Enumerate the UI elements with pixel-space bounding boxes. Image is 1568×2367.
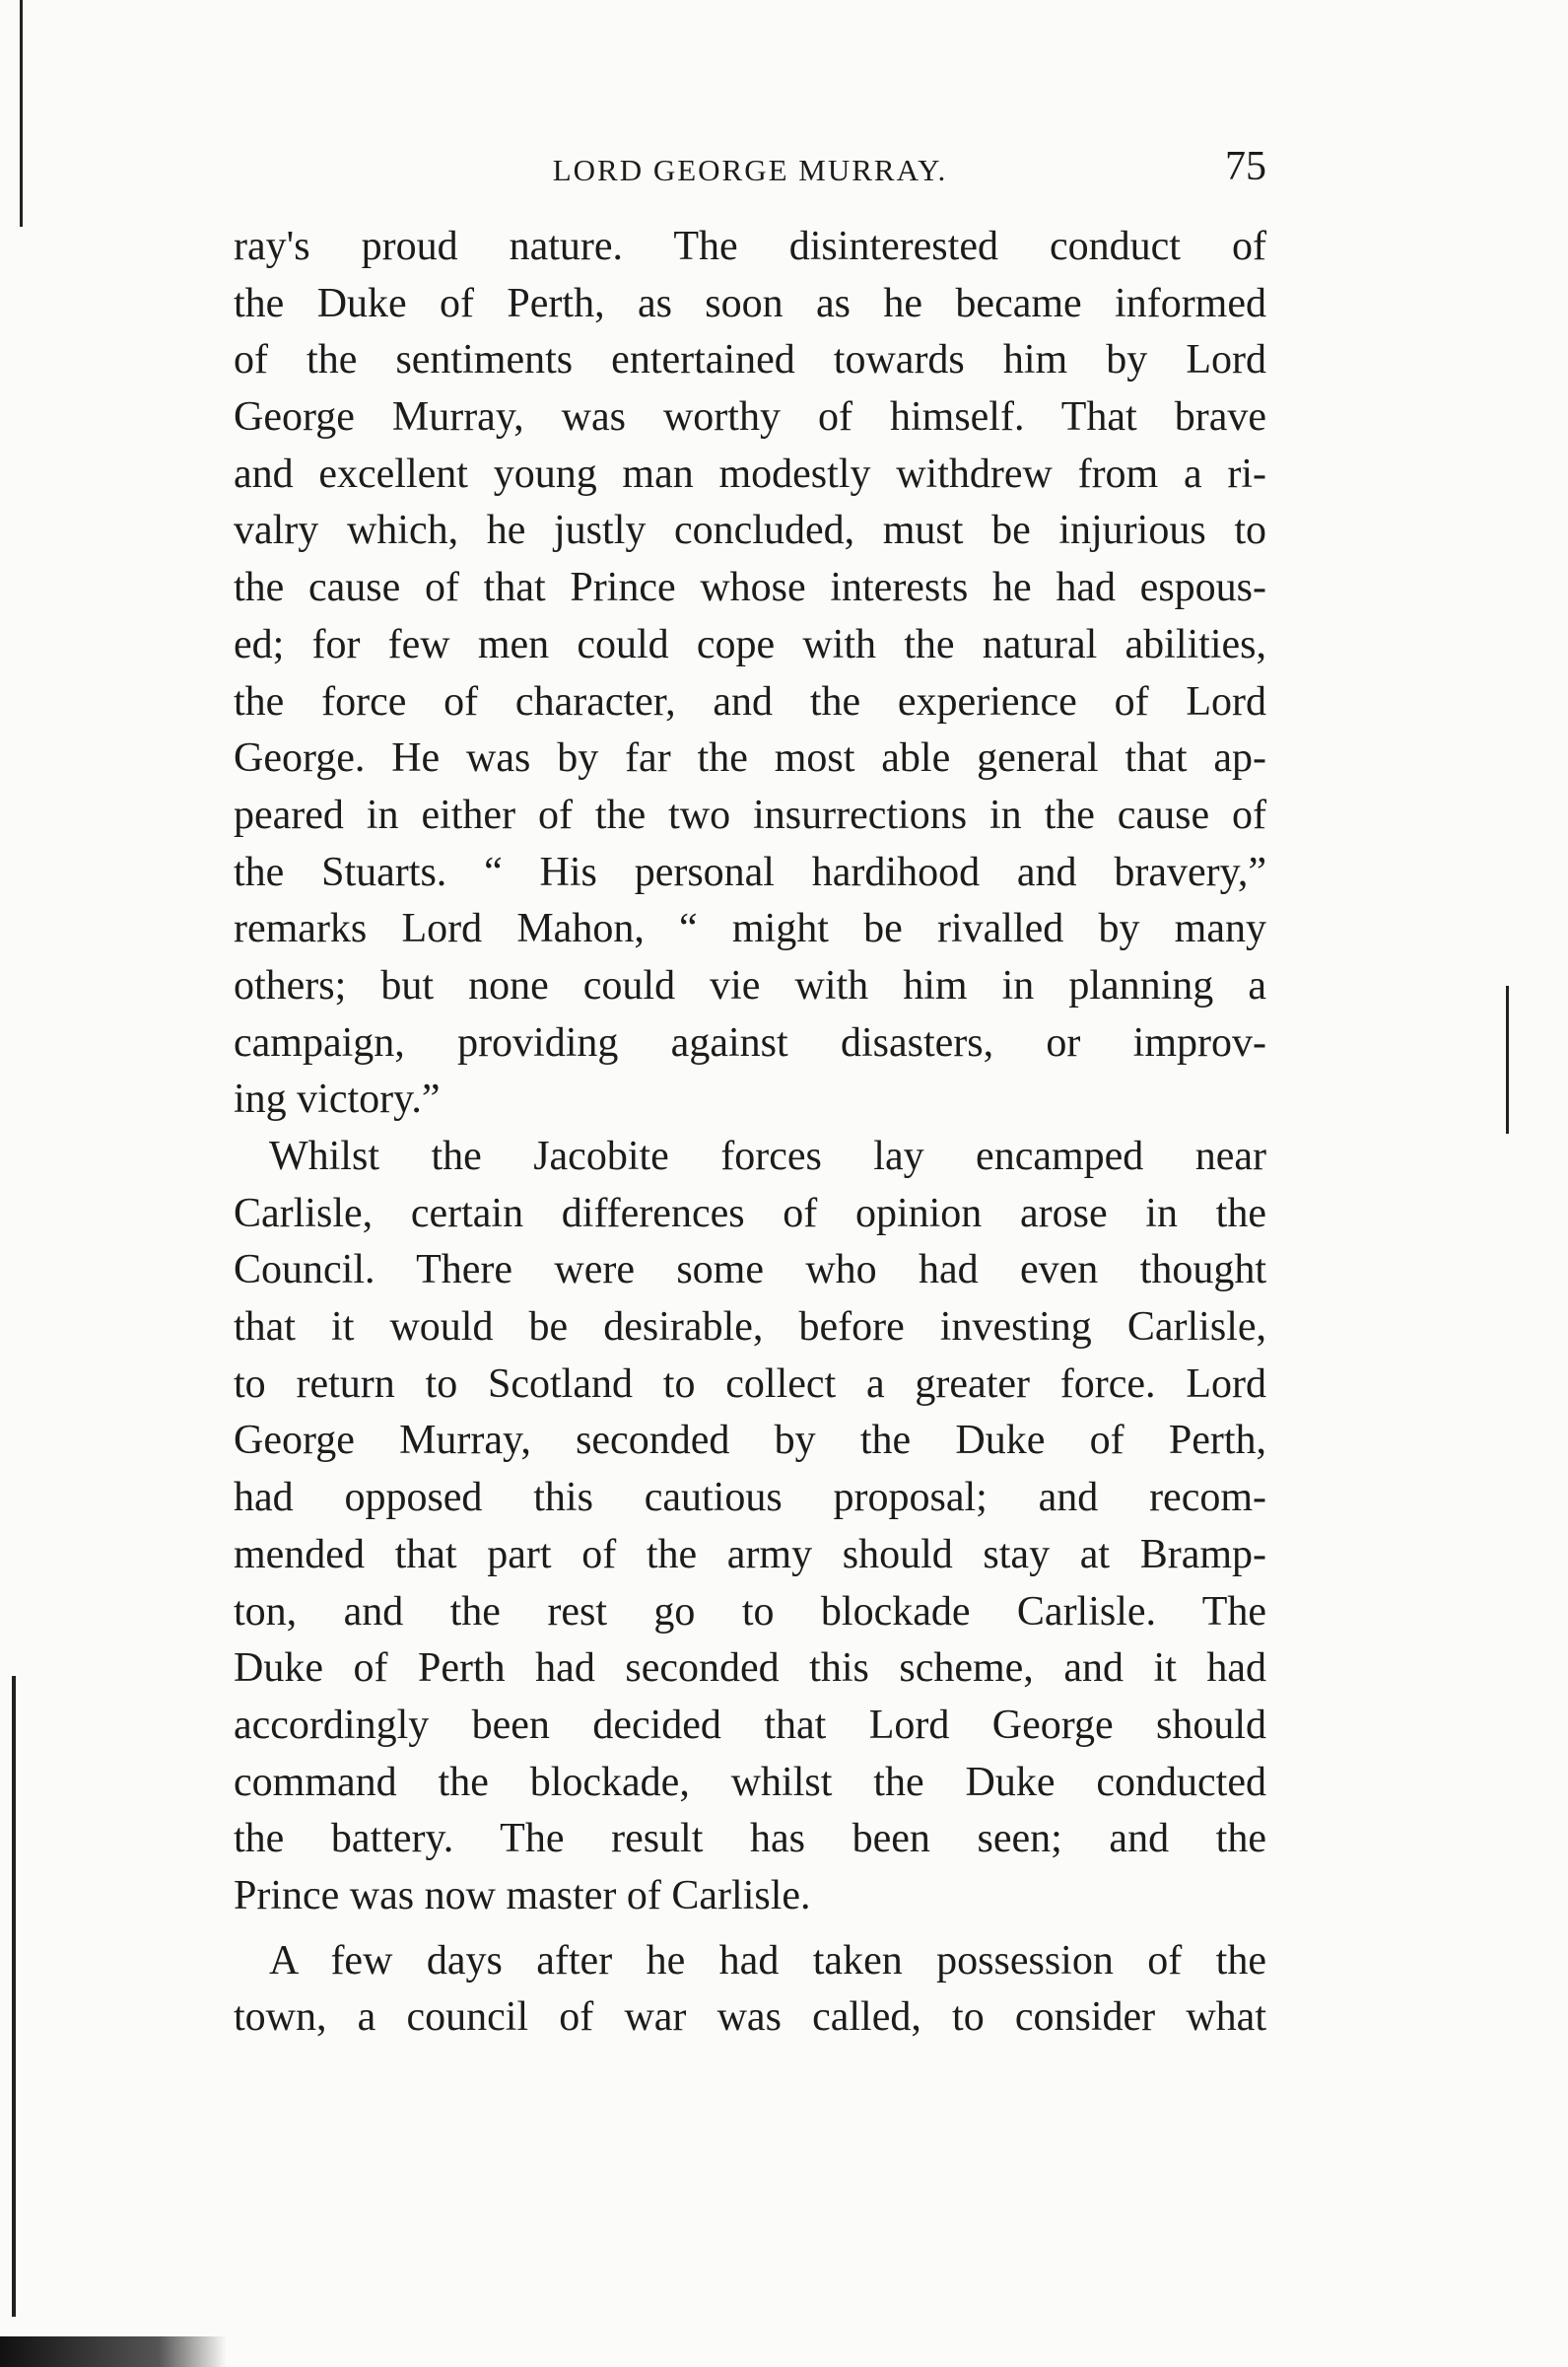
text-line: A few days after he had taken possession of the <box>269 1937 1266 1984</box>
text-line: Council. There were some who had even thought <box>234 1247 1266 1293</box>
body-text <box>234 219 1266 2047</box>
running-title: LORD GEORGE MURRAY. <box>552 153 948 187</box>
text-line: campaign, providing against disasters, or improv- <box>234 1019 1266 1066</box>
page-edge-mark <box>12 1676 16 2317</box>
text-line: valry which, he justly concluded, must be injurious to <box>234 508 1266 554</box>
text-line: Prince was now master of Carlisle. <box>234 1872 811 1918</box>
text-line: and excellent young man modestly withdrew from a ri- <box>234 451 1266 497</box>
page-edge-mark <box>1506 986 1509 1134</box>
page-header <box>234 143 1266 192</box>
page-edge-mark <box>20 0 23 227</box>
text-line: the battery. The result has been seen; and the <box>234 1816 1266 1862</box>
text-line: of the sentiments entertained towards him by Lord <box>234 337 1266 383</box>
text-line: remarks Lord Mahon, “ might be rivalled by many <box>234 906 1266 952</box>
text-line: ton, and the rest go to blockade Carlisle. The <box>234 1588 1266 1635</box>
text-line: ing victory.” <box>234 1077 441 1123</box>
text-line: had opposed this cautious proposal; and recom- <box>234 1475 1266 1521</box>
text-line: ed; for few men could cope with the natural abilities, <box>234 621 1266 667</box>
text-line: Whilst the Jacobite forces lay encamped near <box>269 1134 1266 1179</box>
text-line: Carlisle, certain differences of opinion arose in the <box>234 1190 1266 1236</box>
page-edge-mark <box>0 2336 227 2367</box>
text-line: peared in either of the two insurrections in the cause of <box>234 792 1266 838</box>
text-line: ray's proud nature. The disinterested conduct of <box>234 224 1266 269</box>
text-line: that it would be desirable, before investing Carlisle, <box>234 1304 1266 1351</box>
text-line: the force of character, and the experience of Lord <box>234 678 1266 725</box>
text-line: town, a council of war was called, to consider what <box>234 1994 1266 2041</box>
text-line: George. He was by far the most able general that ap- <box>234 735 1266 782</box>
text-line: others; but none could vie with him in planning a <box>234 962 1266 1009</box>
text-line: Duke of Perth had seconded this scheme, and it had <box>234 1645 1266 1692</box>
page-number: 75 <box>1225 144 1266 189</box>
text-line: George Murray, was worthy of himself. That brave <box>234 394 1266 441</box>
text-line: mended that part of the army should stay at Bramp- <box>234 1531 1266 1577</box>
text-line: accordingly been decided that Lord George should <box>234 1702 1266 1748</box>
text-line: to return to Scotland to collect a greater force. Lord <box>234 1360 1266 1407</box>
text-line: the cause of that Prince whose interests he had espous- <box>234 565 1266 611</box>
text-line: the Stuarts. “ His personal hardihood and bravery,” <box>234 849 1266 895</box>
text-line: command the blockade, whilst the Duke conducted <box>234 1759 1266 1805</box>
text-line: the Duke of Perth, as soon as he became informed <box>234 280 1266 326</box>
text-line: George Murray, seconded by the Duke of Perth, <box>234 1418 1266 1464</box>
